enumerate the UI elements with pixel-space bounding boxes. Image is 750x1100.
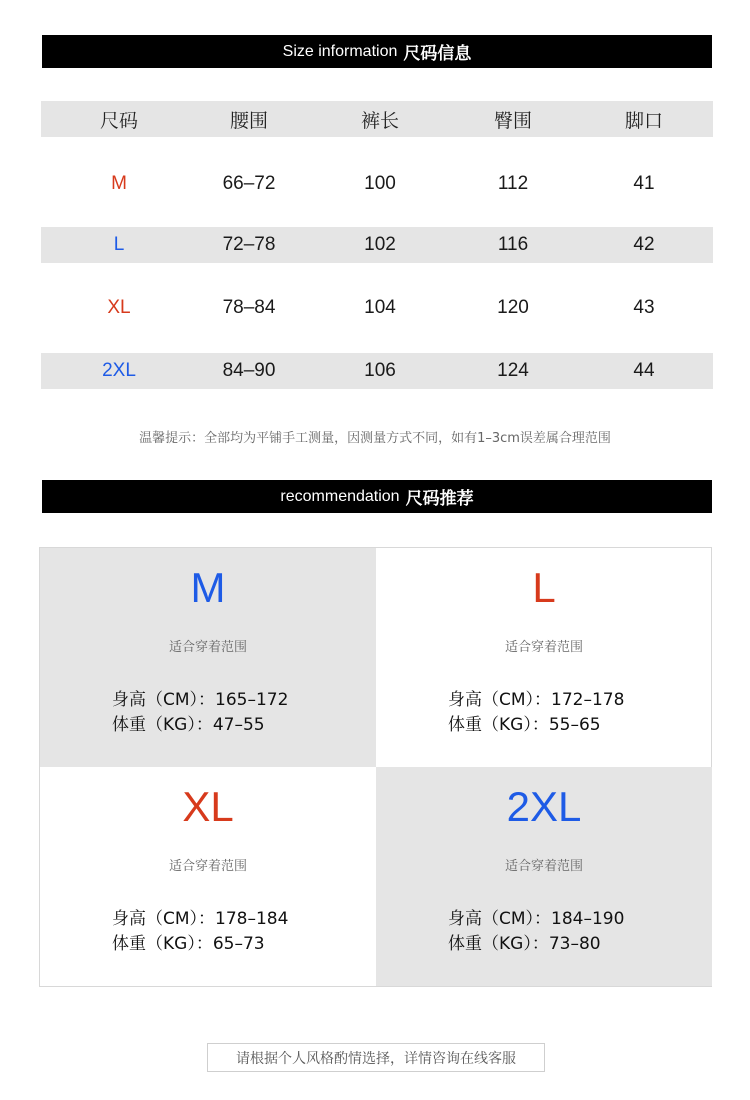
table-row <box>41 353 713 389</box>
recommendation-banner <box>42 480 712 513</box>
customer-service-note: 请根据个人风格酌情选择，详情咨询在线客服 <box>207 1043 545 1072</box>
banner-title-zh: 尺码推荐 <box>405 489 474 509</box>
hip-cell: 120 <box>497 297 529 318</box>
weight-range: 体重（KG）：65–73 <box>112 934 265 954</box>
hem-cell: 43 <box>633 297 655 318</box>
column-header: 脚口 <box>624 109 664 132</box>
size-cell: L <box>113 234 125 255</box>
weight-range: 体重（KG）：47–55 <box>112 715 265 735</box>
recommend-size: M <box>190 564 226 611</box>
table-row <box>41 166 713 202</box>
hem-cell: 42 <box>633 234 655 255</box>
size-cell: 2XL <box>102 360 136 381</box>
length-cell: 102 <box>364 234 396 255</box>
banner-title-en: recommendation <box>280 487 400 505</box>
fit-range-label: 适合穿着范围 <box>504 859 583 874</box>
table-row <box>41 290 713 326</box>
size-cell: XL <box>107 297 131 318</box>
column-header: 裤长 <box>360 109 400 132</box>
length-cell: 106 <box>364 360 396 381</box>
recommend-size: 2XL <box>506 783 582 830</box>
size-cell: M <box>111 173 127 194</box>
weight-range: 体重（KG）：55–65 <box>448 715 601 735</box>
recommend-size: XL <box>182 783 234 830</box>
recommend-card-xl <box>40 767 376 986</box>
recommend-card-l <box>376 548 712 767</box>
size-table <box>41 101 713 389</box>
waist-cell: 84–90 <box>222 360 276 381</box>
hip-cell: 112 <box>497 173 529 194</box>
banner-title-en: Size information <box>282 42 398 60</box>
column-header: 尺码 <box>99 109 139 132</box>
recommendation-grid <box>39 547 712 987</box>
column-header: 臀围 <box>493 109 533 132</box>
hip-cell: 116 <box>497 234 529 255</box>
waist-cell: 78–84 <box>222 297 276 318</box>
recommend-card-2xl <box>376 767 712 986</box>
height-range: 身高（CM）：184–190 <box>448 909 625 929</box>
hem-cell: 44 <box>633 360 655 381</box>
length-cell: 104 <box>364 297 396 318</box>
recommend-card-m <box>40 548 376 767</box>
height-range: 身高（CM）：165–172 <box>112 690 289 710</box>
table-row <box>41 227 713 263</box>
height-range: 身高（CM）：178–184 <box>112 909 289 929</box>
height-range: 身高（CM）：172–178 <box>448 690 625 710</box>
waist-cell: 66–72 <box>222 173 276 194</box>
recommend-size: L <box>532 564 556 611</box>
hem-cell: 41 <box>633 173 655 194</box>
fit-range-label: 适合穿着范围 <box>168 859 247 874</box>
measurement-tip: 温馨提示：全部均为平铺手工测量，因测量方式不同，如有1–3cm误差属合理范围 <box>139 431 611 446</box>
fit-range-label: 适合穿着范围 <box>504 640 583 655</box>
fit-range-label: 适合穿着范围 <box>168 640 247 655</box>
column-header: 腰围 <box>229 109 269 132</box>
waist-cell: 72–78 <box>222 234 276 255</box>
size-information-banner <box>42 35 712 68</box>
weight-range: 体重（KG）：73–80 <box>448 934 601 954</box>
hip-cell: 124 <box>497 360 529 381</box>
table-header-row <box>41 101 713 137</box>
length-cell: 100 <box>364 173 396 194</box>
banner-title-zh: 尺码信息 <box>403 44 472 64</box>
